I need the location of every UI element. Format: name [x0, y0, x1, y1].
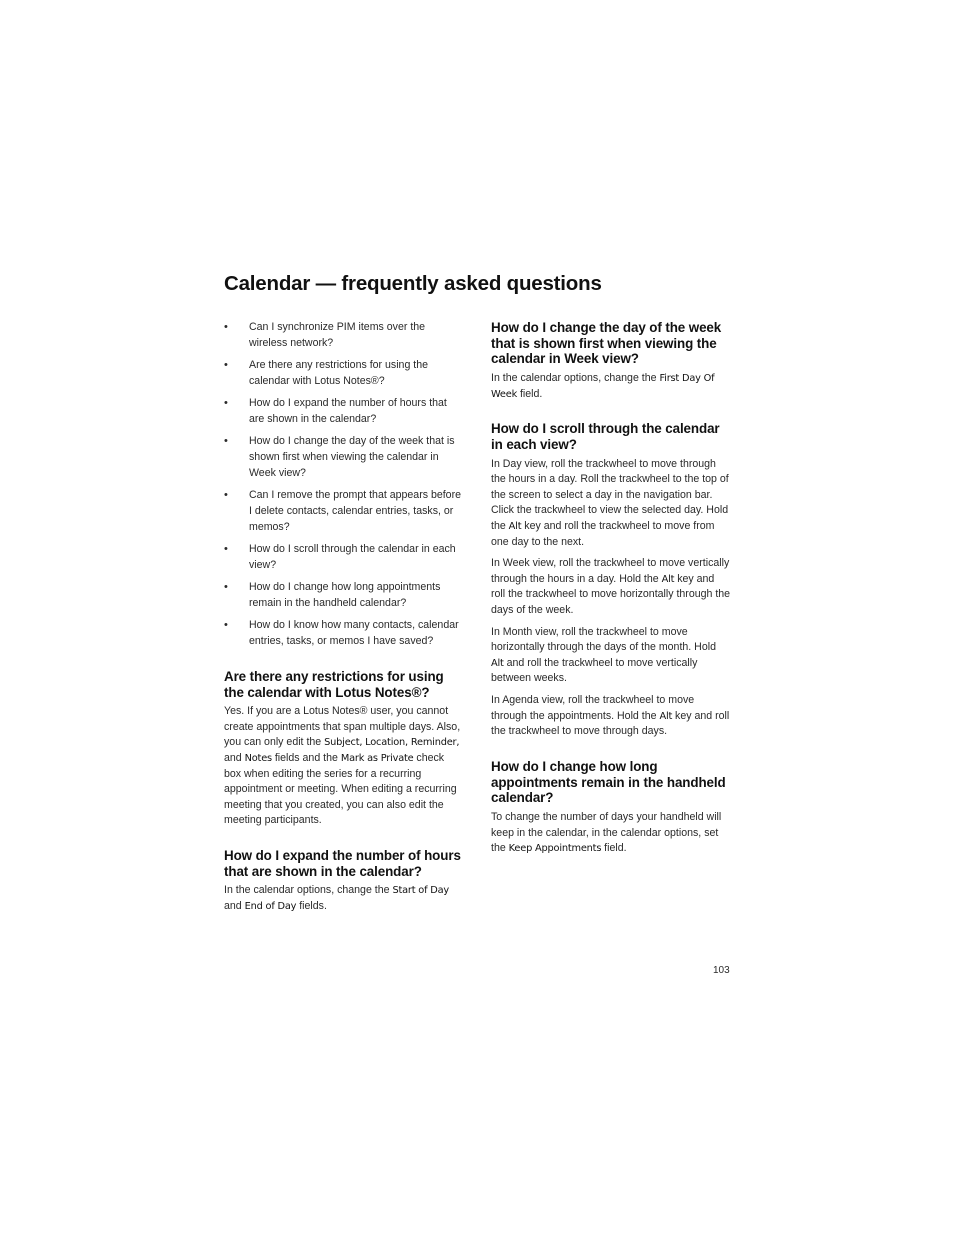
field-name: Start of Day	[392, 885, 450, 897]
key-name: Alt	[659, 710, 673, 722]
list-item-text: How do I scroll through the calendar in each view?	[249, 543, 456, 571]
restrictions-section	[224, 669, 464, 829]
key-name: Alt	[508, 521, 522, 533]
week-view-paragraph	[491, 556, 731, 618]
answer-text: In Week view, roll the trackwheel to move vertically through the hours in a day. Hold the	[491, 557, 730, 585]
agenda-view-paragraph	[491, 693, 731, 740]
scroll-section	[491, 421, 731, 740]
bullet-icon: •	[224, 435, 228, 448]
page-number: 103	[713, 965, 730, 976]
answer-text: and	[224, 752, 245, 765]
answer-text: key and roll the trackwheel to move from one day to the next.	[491, 520, 715, 548]
answer-text: and	[224, 900, 245, 912]
bullet-icon: •	[224, 321, 228, 333]
answer-text: In Agenda view, roll the trackwheel to move through the appointments. Hold the	[491, 694, 695, 722]
answer-text: In Month view, roll the trackwheel to move horizontally through the days of the month. Hold	[491, 625, 716, 654]
scroll-heading: How do I scroll through the calendar in each view?	[491, 421, 720, 452]
restrictions-heading: Are there any restrictions for using the calendar with Lotus Notes®?	[224, 668, 444, 700]
answer-text: To change the number of days your handheld will keep in the calendar, in the calendar options, set the	[491, 810, 722, 855]
list-item-text: How do I change how long appointments remain in the handheld calendar?	[249, 581, 441, 609]
answer-text: In the calendar options, change the	[224, 884, 393, 897]
list-item-text: How do I know how many contacts, calendar entries, tasks, or memos I have saved?	[249, 619, 459, 648]
question-list	[224, 320, 464, 650]
field-name: Subject, Location, Reminder,	[324, 737, 460, 749]
list-item-text: How do I expand the number of hours that are shown in the calendar?	[249, 397, 447, 425]
first-day-answer	[491, 371, 731, 402]
bullet-icon: •	[224, 397, 228, 410]
list-item-text: Can I synchronize PIM items over the wireless network?	[249, 321, 426, 349]
field-name: Keep Appointments	[508, 843, 602, 855]
field-name: First Day Of Week	[491, 373, 715, 400]
answer-text: key and roll the trackwheel to move through days.	[491, 709, 730, 738]
answer-text: In Day view, roll the trackwheel to move through the hours in a day. Roll the trackwheel to the top of the screen to select a day in the navigation bar. Click the trackwheel to view the selected day. Hold the	[491, 457, 729, 533]
list-item	[224, 320, 464, 352]
field-name: Mark as Private	[340, 753, 414, 765]
list-item	[224, 358, 464, 390]
expand-hours-heading: How do I expand the number of hours that are shown in the calendar?	[224, 848, 461, 879]
list-item-text: Can I remove the prompt that appears before I delete contacts, calendar entries, tasks, or memos?	[249, 489, 461, 533]
answer-text: check box when editing the series for a recurring appointment or meeting. When editing a recurring meeting that you created, you can also edit the meeting participants.	[224, 752, 457, 827]
list-item	[224, 488, 464, 535]
month-view-paragraph	[491, 625, 731, 687]
list-item	[224, 580, 464, 612]
answer-text: fields and the	[271, 752, 341, 765]
bullet-icon: •	[224, 543, 228, 556]
answer-text: field.	[517, 387, 543, 400]
page-title: Calendar — frequently asked questions	[224, 272, 602, 295]
bullet-icon: •	[224, 581, 228, 594]
keep-appointments-answer	[491, 810, 731, 857]
list-item-text: How do I change the day of the week that is shown first when viewing the calendar in Week view?	[249, 435, 455, 479]
answer-text: key and roll the trackwheel to move horizontally through the days of the week.	[491, 572, 731, 617]
first-day-section	[491, 320, 731, 402]
field-name: Notes	[244, 753, 272, 765]
keep-appointments-heading: How do I change how long appointments remain in the handheld calendar?	[491, 758, 726, 806]
expand-hours-answer	[224, 883, 464, 914]
list-item	[224, 434, 464, 481]
expand-hours-section	[224, 848, 464, 915]
bullet-icon: •	[224, 489, 228, 502]
bullet-icon: •	[224, 359, 228, 372]
answer-text: field.	[601, 842, 627, 855]
list-item	[224, 618, 464, 650]
right-column	[491, 320, 731, 857]
day-view-paragraph	[491, 457, 731, 551]
bullet-icon: •	[224, 619, 228, 632]
key-name: Alt	[661, 573, 675, 585]
field-name: End of Day	[244, 901, 297, 912]
answer-text: fields.	[296, 900, 327, 912]
keep-appointments-section	[491, 759, 731, 857]
answer-text: In the calendar options, change the	[491, 372, 660, 385]
first-day-heading: How do I change the day of the week that is shown first when viewing the calendar in Week view?	[491, 320, 722, 367]
answer-text: Yes. If you are a Lotus Notes® user, you cannot create appointments that span multiple days. Also, you can only edit the	[224, 705, 461, 749]
list-item	[224, 396, 464, 428]
left-column	[224, 320, 464, 915]
list-item	[224, 542, 464, 574]
key-name: Alt	[491, 657, 504, 669]
answer-text: and roll the trackwheel to move vertically between weeks.	[491, 656, 698, 685]
list-item-text: Are there any restrictions for using the calendar with Lotus Notes®?	[249, 359, 429, 387]
restrictions-answer	[224, 704, 464, 829]
